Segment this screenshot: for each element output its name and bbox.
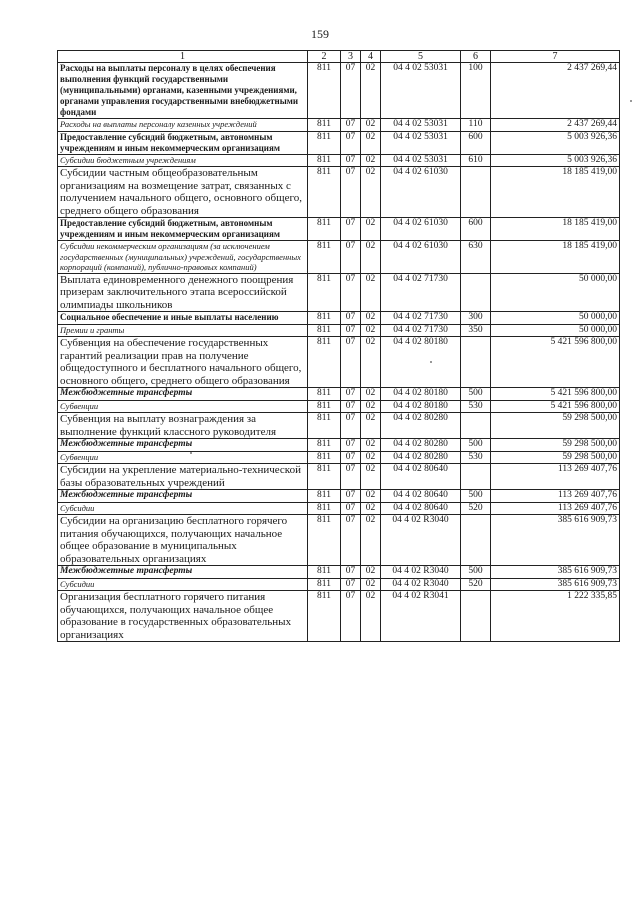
subsection-cell: 02 xyxy=(361,63,381,119)
target-article-cell: 04 4 02 80180 xyxy=(381,400,461,413)
expense-type-cell xyxy=(461,591,491,642)
expense-type-cell xyxy=(461,337,491,388)
expense-type-cell: 530 xyxy=(461,400,491,413)
target-article-cell: 04 4 02 80640 xyxy=(381,502,461,515)
amount-cell: 59 298 500,00 xyxy=(491,413,620,439)
section-cell: 07 xyxy=(341,312,361,325)
amount-cell: 113 269 407,76 xyxy=(491,464,620,490)
expense-type-cell: 500 xyxy=(461,439,491,452)
admin-code-cell: 811 xyxy=(308,337,341,388)
section-cell: 07 xyxy=(341,131,361,154)
admin-code-cell: 811 xyxy=(308,413,341,439)
subsection-cell: 02 xyxy=(361,591,381,642)
section-cell: 07 xyxy=(341,502,361,515)
description-cell: Субсидии на укрепление материально-технической базы образовательных учреждений xyxy=(58,464,308,490)
table-row xyxy=(58,218,620,241)
header-cell: 2 xyxy=(308,51,341,63)
subsection-cell: 02 xyxy=(361,400,381,413)
admin-code-cell: 811 xyxy=(308,451,341,464)
admin-code-cell: 811 xyxy=(308,591,341,642)
table-row xyxy=(58,578,620,591)
amount-cell: 113 269 407,76 xyxy=(491,502,620,515)
table-row xyxy=(58,273,620,312)
admin-code-cell: 811 xyxy=(308,167,341,218)
admin-code-cell: 811 xyxy=(308,439,341,452)
table-row xyxy=(58,388,620,401)
amount-cell: 50 000,00 xyxy=(491,273,620,312)
target-article-cell: 04 4 02 61030 xyxy=(381,167,461,218)
expense-type-cell: 630 xyxy=(461,241,491,274)
admin-code-cell: 811 xyxy=(308,502,341,515)
table-row xyxy=(58,324,620,337)
amount-cell: 385 616 909,73 xyxy=(491,515,620,566)
expense-type-cell xyxy=(461,515,491,566)
amount-cell: 5 003 926,36 xyxy=(491,131,620,154)
description-cell: Субвенции xyxy=(58,451,308,464)
scan-speck xyxy=(430,361,432,363)
target-article-cell: 04 4 02 80180 xyxy=(381,388,461,401)
section-cell: 07 xyxy=(341,578,361,591)
description-cell: Организация бесплатного горячего питания обучающихся, получающих начальное общее образование в государственных образовательных организациях xyxy=(58,591,308,642)
admin-code-cell: 811 xyxy=(308,566,341,579)
subsection-cell: 02 xyxy=(361,464,381,490)
description-cell: Предоставление субсидий бюджетным, автономным учреждениям и иным некоммерческим организациям xyxy=(58,218,308,241)
section-cell: 07 xyxy=(341,119,361,132)
table-row xyxy=(58,502,620,515)
admin-code-cell: 811 xyxy=(308,464,341,490)
expense-type-cell: 350 xyxy=(461,324,491,337)
table-row xyxy=(58,119,620,132)
admin-code-cell: 811 xyxy=(308,400,341,413)
expense-type-cell: 500 xyxy=(461,490,491,503)
section-cell: 07 xyxy=(341,439,361,452)
expense-type-cell: 300 xyxy=(461,312,491,325)
description-cell: Выплата единовременного денежного поощрения призерам заключительного этапа всероссийской олимпиады школьников xyxy=(58,273,308,312)
expense-type-cell: 610 xyxy=(461,154,491,167)
table-row xyxy=(58,490,620,503)
table-row xyxy=(58,451,620,464)
target-article-cell: 04 4 02 R3040 xyxy=(381,566,461,579)
amount-cell: 113 269 407,76 xyxy=(491,490,620,503)
subsection-cell: 02 xyxy=(361,167,381,218)
expense-type-cell: 520 xyxy=(461,502,491,515)
section-cell: 07 xyxy=(341,63,361,119)
subsection-cell: 02 xyxy=(361,119,381,132)
header-cell: 6 xyxy=(461,51,491,63)
table-header-row xyxy=(58,51,620,63)
amount-cell: 59 298 500,00 xyxy=(491,439,620,452)
amount-cell: 385 616 909,73 xyxy=(491,566,620,579)
section-cell: 07 xyxy=(341,451,361,464)
description-cell: Социальное обеспечение и иные выплаты населению xyxy=(58,312,308,325)
section-cell: 07 xyxy=(341,218,361,241)
table-row xyxy=(58,167,620,218)
section-cell: 07 xyxy=(341,154,361,167)
section-cell: 07 xyxy=(341,464,361,490)
amount-cell: 18 185 419,00 xyxy=(491,218,620,241)
subsection-cell: 02 xyxy=(361,312,381,325)
table-row xyxy=(58,400,620,413)
section-cell: 07 xyxy=(341,515,361,566)
target-article-cell: 04 4 02 61030 xyxy=(381,241,461,274)
table-row xyxy=(58,464,620,490)
expense-type-cell: 100 xyxy=(461,63,491,119)
expense-type-cell xyxy=(461,167,491,218)
admin-code-cell: 811 xyxy=(308,218,341,241)
description-cell: Субсидии бюджетным учреждениям xyxy=(58,154,308,167)
target-article-cell: 04 4 02 61030 xyxy=(381,218,461,241)
section-cell: 07 xyxy=(341,413,361,439)
expense-type-cell: 520 xyxy=(461,578,491,591)
subsection-cell: 02 xyxy=(361,439,381,452)
subsection-cell: 02 xyxy=(361,218,381,241)
target-article-cell: 04 4 02 80280 xyxy=(381,413,461,439)
table-row xyxy=(58,131,620,154)
description-cell: Предоставление субсидий бюджетным, автономным учреждениям и иным некоммерческим организациям xyxy=(58,131,308,154)
section-cell: 07 xyxy=(341,388,361,401)
section-cell: 07 xyxy=(341,273,361,312)
target-article-cell: 04 4 02 71730 xyxy=(381,312,461,325)
expense-type-cell xyxy=(461,273,491,312)
table-row xyxy=(58,439,620,452)
section-cell: 07 xyxy=(341,591,361,642)
amount-cell: 385 616 909,73 xyxy=(491,578,620,591)
admin-code-cell: 811 xyxy=(308,312,341,325)
subsection-cell: 02 xyxy=(361,337,381,388)
subsection-cell: 02 xyxy=(361,388,381,401)
table-row xyxy=(58,515,620,566)
description-cell: Субсидии xyxy=(58,502,308,515)
header-cell: 3 xyxy=(341,51,361,63)
description-cell: Субвенции xyxy=(58,400,308,413)
amount-cell: 50 000,00 xyxy=(491,324,620,337)
amount-cell: 50 000,00 xyxy=(491,312,620,325)
target-article-cell: 04 4 02 71730 xyxy=(381,324,461,337)
budget-table xyxy=(57,50,620,642)
expense-type-cell: 500 xyxy=(461,566,491,579)
table-row xyxy=(58,591,620,642)
description-cell: Субвенция на обеспечение государственных гарантий реализации прав на получение общедоступного и бесплатного начального общего, основного общего, среднего общего образования xyxy=(58,337,308,388)
description-cell: Премии и гранты xyxy=(58,324,308,337)
header-cell: 5 xyxy=(381,51,461,63)
section-cell: 07 xyxy=(341,400,361,413)
scan-speck xyxy=(630,100,632,102)
admin-code-cell: 811 xyxy=(308,490,341,503)
header-cell: 1 xyxy=(58,51,308,63)
subsection-cell: 02 xyxy=(361,515,381,566)
target-article-cell: 04 4 02 80280 xyxy=(381,451,461,464)
amount-cell: 2 437 269,44 xyxy=(491,119,620,132)
section-cell: 07 xyxy=(341,241,361,274)
subsection-cell: 02 xyxy=(361,241,381,274)
target-article-cell: 04 4 02 R3041 xyxy=(381,591,461,642)
target-article-cell: 04 4 02 71730 xyxy=(381,273,461,312)
admin-code-cell: 811 xyxy=(308,578,341,591)
amount-cell: 18 185 419,00 xyxy=(491,167,620,218)
target-article-cell: 04 4 02 80180 xyxy=(381,337,461,388)
expense-type-cell: 110 xyxy=(461,119,491,132)
header-cell: 4 xyxy=(361,51,381,63)
expense-type-cell xyxy=(461,413,491,439)
subsection-cell: 02 xyxy=(361,413,381,439)
description-cell: Расходы на выплаты персоналу в целях обеспечения выполнения функций государственными (муниципальными) органами, казенными учреждениями, органами управления государственными внебюджетными фондами xyxy=(58,63,308,119)
subsection-cell: 02 xyxy=(361,566,381,579)
description-cell: Субсидии на организацию бесплатного горячего питания обучающихся, получающих начальное общее образование в муниципальных образовательных организациях xyxy=(58,515,308,566)
target-article-cell: 04 4 02 R3040 xyxy=(381,578,461,591)
expense-type-cell: 600 xyxy=(461,218,491,241)
amount-cell: 5 003 926,36 xyxy=(491,154,620,167)
subsection-cell: 02 xyxy=(361,578,381,591)
amount-cell: 5 421 596 800,00 xyxy=(491,400,620,413)
subsection-cell: 02 xyxy=(361,273,381,312)
admin-code-cell: 811 xyxy=(308,241,341,274)
section-cell: 07 xyxy=(341,566,361,579)
description-cell: Субсидии частным общеобразовательным организациям на возмещение затрат, связанных с получением начального общего, основного общего, среднего общего образования xyxy=(58,167,308,218)
target-article-cell: 04 4 02 53031 xyxy=(381,63,461,119)
subsection-cell: 02 xyxy=(361,131,381,154)
amount-cell: 2 437 269,44 xyxy=(491,63,620,119)
target-article-cell: 04 4 02 R3040 xyxy=(381,515,461,566)
subsection-cell: 02 xyxy=(361,451,381,464)
amount-cell: 5 421 596 800,00 xyxy=(491,337,620,388)
admin-code-cell: 811 xyxy=(308,388,341,401)
table-row xyxy=(58,413,620,439)
section-cell: 07 xyxy=(341,167,361,218)
description-cell: Субсидии некоммерческим организациям (за исключением государственных (муниципальных) учреждений, государственных корпораций (компаний), публично-правовых компаний) xyxy=(58,241,308,274)
section-cell: 07 xyxy=(341,337,361,388)
amount-cell: 18 185 419,00 xyxy=(491,241,620,274)
expense-type-cell xyxy=(461,464,491,490)
target-article-cell: 04 4 02 53031 xyxy=(381,119,461,132)
section-cell: 07 xyxy=(341,324,361,337)
target-article-cell: 04 4 02 80640 xyxy=(381,490,461,503)
description-cell: Межбюджетные трансферты xyxy=(58,388,308,401)
description-cell: Межбюджетные трансферты xyxy=(58,490,308,503)
subsection-cell: 02 xyxy=(361,324,381,337)
admin-code-cell: 811 xyxy=(308,515,341,566)
amount-cell: 5 421 596 800,00 xyxy=(491,388,620,401)
admin-code-cell: 811 xyxy=(308,63,341,119)
subsection-cell: 02 xyxy=(361,154,381,167)
amount-cell: 59 298 500,00 xyxy=(491,451,620,464)
table-row xyxy=(58,312,620,325)
description-cell: Расходы на выплаты персоналу казенных учреждений xyxy=(58,119,308,132)
expense-type-cell: 530 xyxy=(461,451,491,464)
subsection-cell: 02 xyxy=(361,502,381,515)
table-row xyxy=(58,63,620,119)
page-number: 159 xyxy=(311,27,329,41)
admin-code-cell: 811 xyxy=(308,131,341,154)
description-cell: Межбюджетные трансферты xyxy=(58,566,308,579)
header-cell: 7 xyxy=(491,51,620,63)
target-article-cell: 04 4 02 80640 xyxy=(381,464,461,490)
description-cell: Субсидии xyxy=(58,578,308,591)
section-cell: 07 xyxy=(341,490,361,503)
target-article-cell: 04 4 02 53031 xyxy=(381,131,461,154)
admin-code-cell: 811 xyxy=(308,324,341,337)
table-row xyxy=(58,337,620,388)
expense-type-cell: 600 xyxy=(461,131,491,154)
description-cell: Межбюджетные трансферты xyxy=(58,439,308,452)
expense-type-cell: 500 xyxy=(461,388,491,401)
amount-cell: 1 222 335,85 xyxy=(491,591,620,642)
admin-code-cell: 811 xyxy=(308,154,341,167)
target-article-cell: 04 4 02 53031 xyxy=(381,154,461,167)
table-row xyxy=(58,241,620,274)
scan-speck xyxy=(190,452,192,454)
admin-code-cell: 811 xyxy=(308,119,341,132)
target-article-cell: 04 4 02 80280 xyxy=(381,439,461,452)
table-row xyxy=(58,154,620,167)
subsection-cell: 02 xyxy=(361,490,381,503)
admin-code-cell: 811 xyxy=(308,273,341,312)
table-row xyxy=(58,566,620,579)
description-cell: Субвенция на выплату вознаграждения за выполнение функций классного руководителя xyxy=(58,413,308,439)
